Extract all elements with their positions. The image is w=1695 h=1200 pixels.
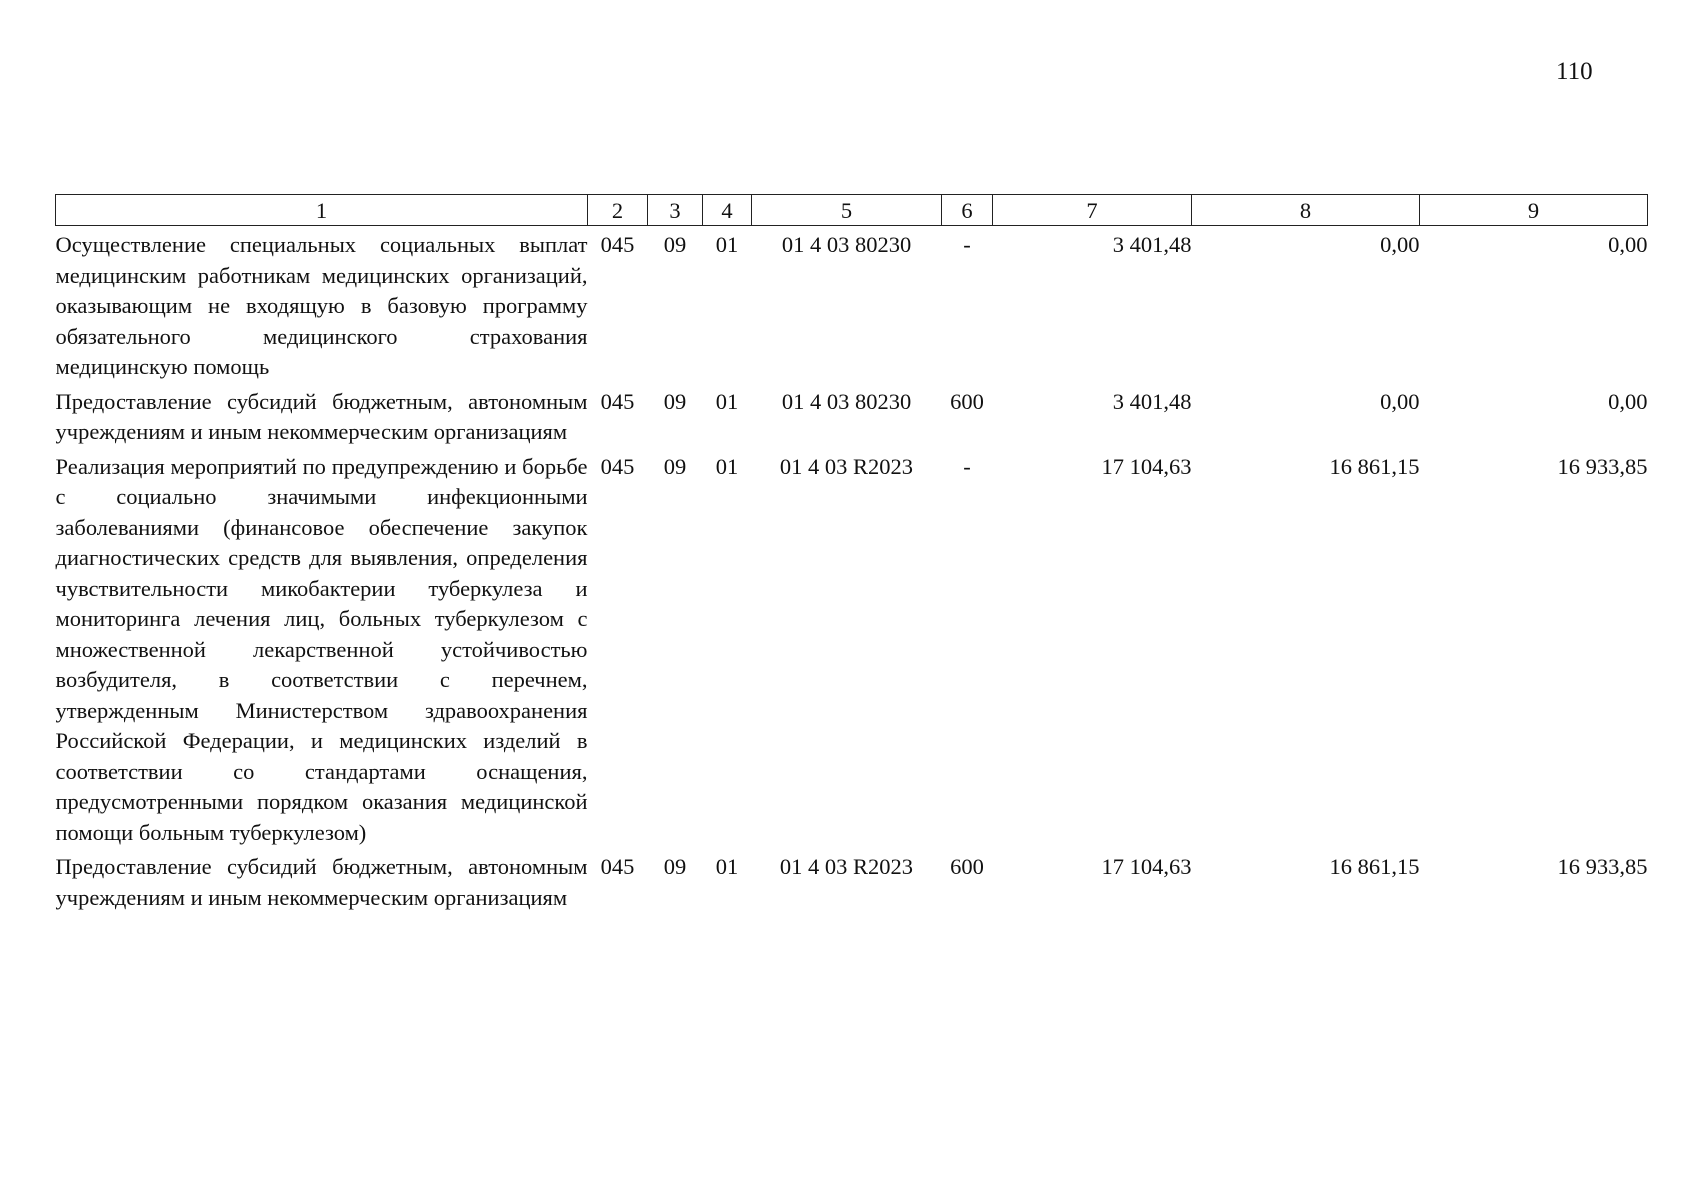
row-section-code: 09 xyxy=(663,388,687,414)
row-section-code: 09 xyxy=(663,453,687,479)
row-ministry-code: 045 xyxy=(600,232,635,257)
header-col-8: 8 xyxy=(1192,195,1420,226)
row-expense-type: 600 xyxy=(950,388,984,414)
header-col-1: 1 xyxy=(56,195,588,226)
row-section-code: 09 xyxy=(663,854,687,879)
row-expense-type: - xyxy=(963,453,971,479)
row-amount-8: 16 861,15 xyxy=(1329,453,1420,479)
table-row xyxy=(56,383,1648,448)
table-row xyxy=(56,448,1648,849)
page-number: 110 xyxy=(1556,58,1593,85)
header-col-5: 5 xyxy=(752,195,942,226)
row-subsection-code: 01 xyxy=(715,232,739,257)
header-row xyxy=(56,195,1648,226)
header-col-7: 7 xyxy=(993,195,1192,226)
row-ministry-code: 045 xyxy=(600,388,635,414)
row-description: Предоставление субсидий бюджетным, автономным учреждениям и иным некоммерческим организациям xyxy=(55,388,588,444)
row-amount-7: 3 401,48 xyxy=(1112,232,1192,257)
row-amount-9: 16 933,85 xyxy=(1557,453,1648,479)
row-amount-9: 0,00 xyxy=(1608,232,1648,257)
budget-table xyxy=(55,194,1648,913)
row-target-article: 01 4 03 R2023 xyxy=(779,453,914,479)
row-subsection-code: 01 xyxy=(715,388,739,414)
row-subsection-code: 01 xyxy=(715,854,739,879)
row-target-article: 01 4 03 80230 xyxy=(781,232,912,257)
row-description: Осуществление специальных социальных выплат медицинским работникам медицинских организаций, оказывающим не входящую в базовую программу обязательного медицинского страхования медицинскую помощь xyxy=(55,232,588,379)
header-col-3: 3 xyxy=(648,195,703,226)
row-description: Предоставление субсидий бюджетным, автономным учреждениям и иным некоммерческим организациям xyxy=(55,854,588,910)
header-col-6: 6 xyxy=(942,195,993,226)
row-amount-8: 0,00 xyxy=(1380,232,1420,257)
table-row xyxy=(56,226,1648,383)
row-amount-9: 16 933,85 xyxy=(1557,854,1648,879)
row-ministry-code: 045 xyxy=(600,453,635,479)
row-target-article: 01 4 03 R2023 xyxy=(779,854,914,879)
row-subsection-code: 01 xyxy=(715,453,739,479)
row-amount-8: 16 861,15 xyxy=(1329,854,1420,879)
header-col-2: 2 xyxy=(588,195,648,226)
row-expense-type: - xyxy=(963,232,971,257)
row-section-code: 09 xyxy=(663,232,687,257)
row-target-article: 01 4 03 80230 xyxy=(781,388,912,414)
row-ministry-code: 045 xyxy=(600,854,635,879)
row-amount-9: 0,00 xyxy=(1608,388,1648,414)
row-amount-7: 17 104,63 xyxy=(1101,453,1192,479)
row-amount-7: 17 104,63 xyxy=(1101,854,1192,879)
table-row xyxy=(56,848,1648,913)
header-col-4: 4 xyxy=(703,195,752,226)
header-col-9: 9 xyxy=(1420,195,1648,226)
row-amount-8: 0,00 xyxy=(1380,388,1420,414)
row-description: Реализация мероприятий по предупреждению и борьбе с социально значимыми инфекционными заболеваниями (финансовое обеспечение закупок диагностических средств для выявления, определения чувствительности микобактерии туберкулеза и мониторинга лечения лиц, больных туберкулезом с множественной лекарственной устойчивостью возбудителя, в соответствии с перечнем, утвержденным Министерством здравоохранения Российской Федерации, и медицинских изделий в соответствии со стандартами оснащения, предусмотренными порядком оказания медицинской помощи больным туберкулезом) xyxy=(55,453,588,845)
row-amount-7: 3 401,48 xyxy=(1112,388,1192,414)
row-expense-type: 600 xyxy=(950,854,984,879)
